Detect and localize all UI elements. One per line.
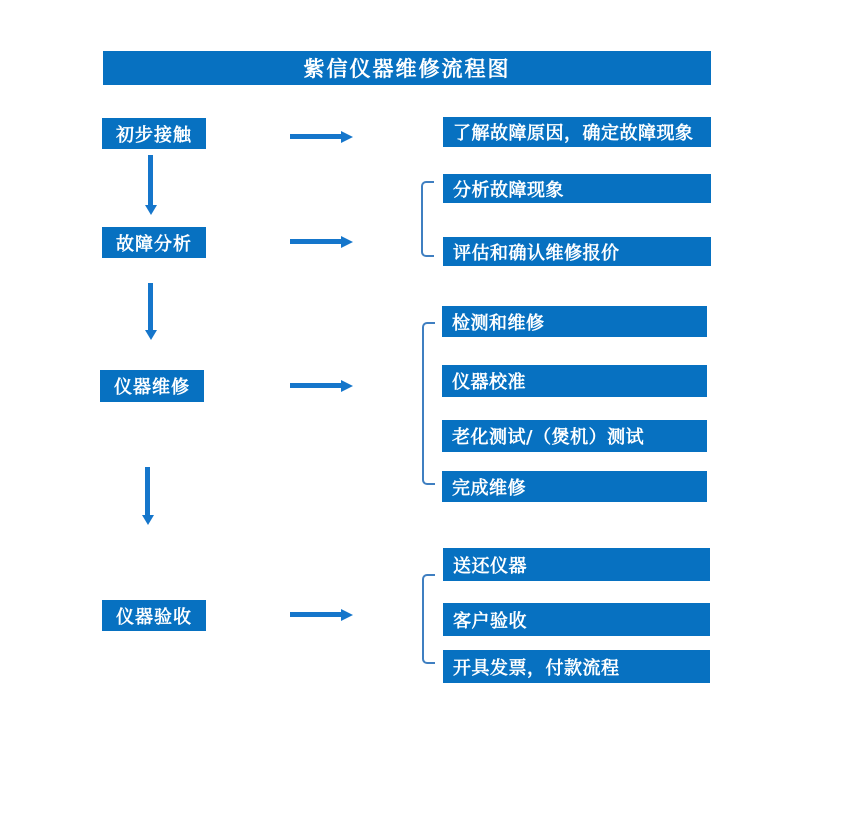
arrow-right-icon [290,608,353,621]
detail-box-confirm-quote: 评估和确认维修报价 [443,237,711,266]
arrow-head [341,380,353,392]
stage-box-initial-contact: 初步接触 [102,118,206,149]
arrow-down-icon [144,283,157,340]
arrow-right-icon [290,235,353,248]
arrow-down-icon [141,467,154,525]
arrow-shaft [290,239,341,244]
arrow-head [142,515,154,525]
arrow-shaft [145,467,150,515]
bracket-connector [421,181,434,257]
arrow-head [341,609,353,621]
arrow-shaft [290,612,341,617]
arrow-head [145,205,157,215]
arrow-right-icon [290,130,353,143]
detail-box-return-instrument: 送还仪器 [443,548,710,581]
arrow-shaft [148,155,153,205]
bracket-connector [422,574,435,664]
flowchart-title: 紫信仪器维修流程图 [103,51,711,85]
arrow-shaft [148,283,153,330]
stage-box-instrument-repair: 仪器维修 [100,370,204,402]
arrow-right-icon [290,379,353,392]
detail-box-burn-in-test: 老化测试/（煲机）测试 [442,420,707,452]
stage-box-fault-analysis: 故障分析 [102,227,206,258]
detail-box-test-and-repair: 检测和维修 [442,306,707,337]
arrow-down-icon [144,155,157,215]
detail-box-calibration: 仪器校准 [442,365,707,397]
arrow-shaft [290,134,341,139]
arrow-head [341,131,353,143]
stage-box-instrument-acceptance: 仪器验收 [102,600,206,631]
bracket-connector [422,322,435,485]
arrow-head [145,330,157,340]
detail-box-customer-acceptance: 客户验收 [443,603,710,636]
detail-box-analyze-fault: 分析故障现象 [443,174,711,203]
arrow-shaft [290,383,341,388]
detail-box-understand-fault: 了解故障原因，确定故障现象 [443,117,711,147]
detail-box-invoice-payment: 开具发票，付款流程 [443,650,710,683]
arrow-head [341,236,353,248]
detail-box-repair-complete: 完成维修 [442,471,707,502]
